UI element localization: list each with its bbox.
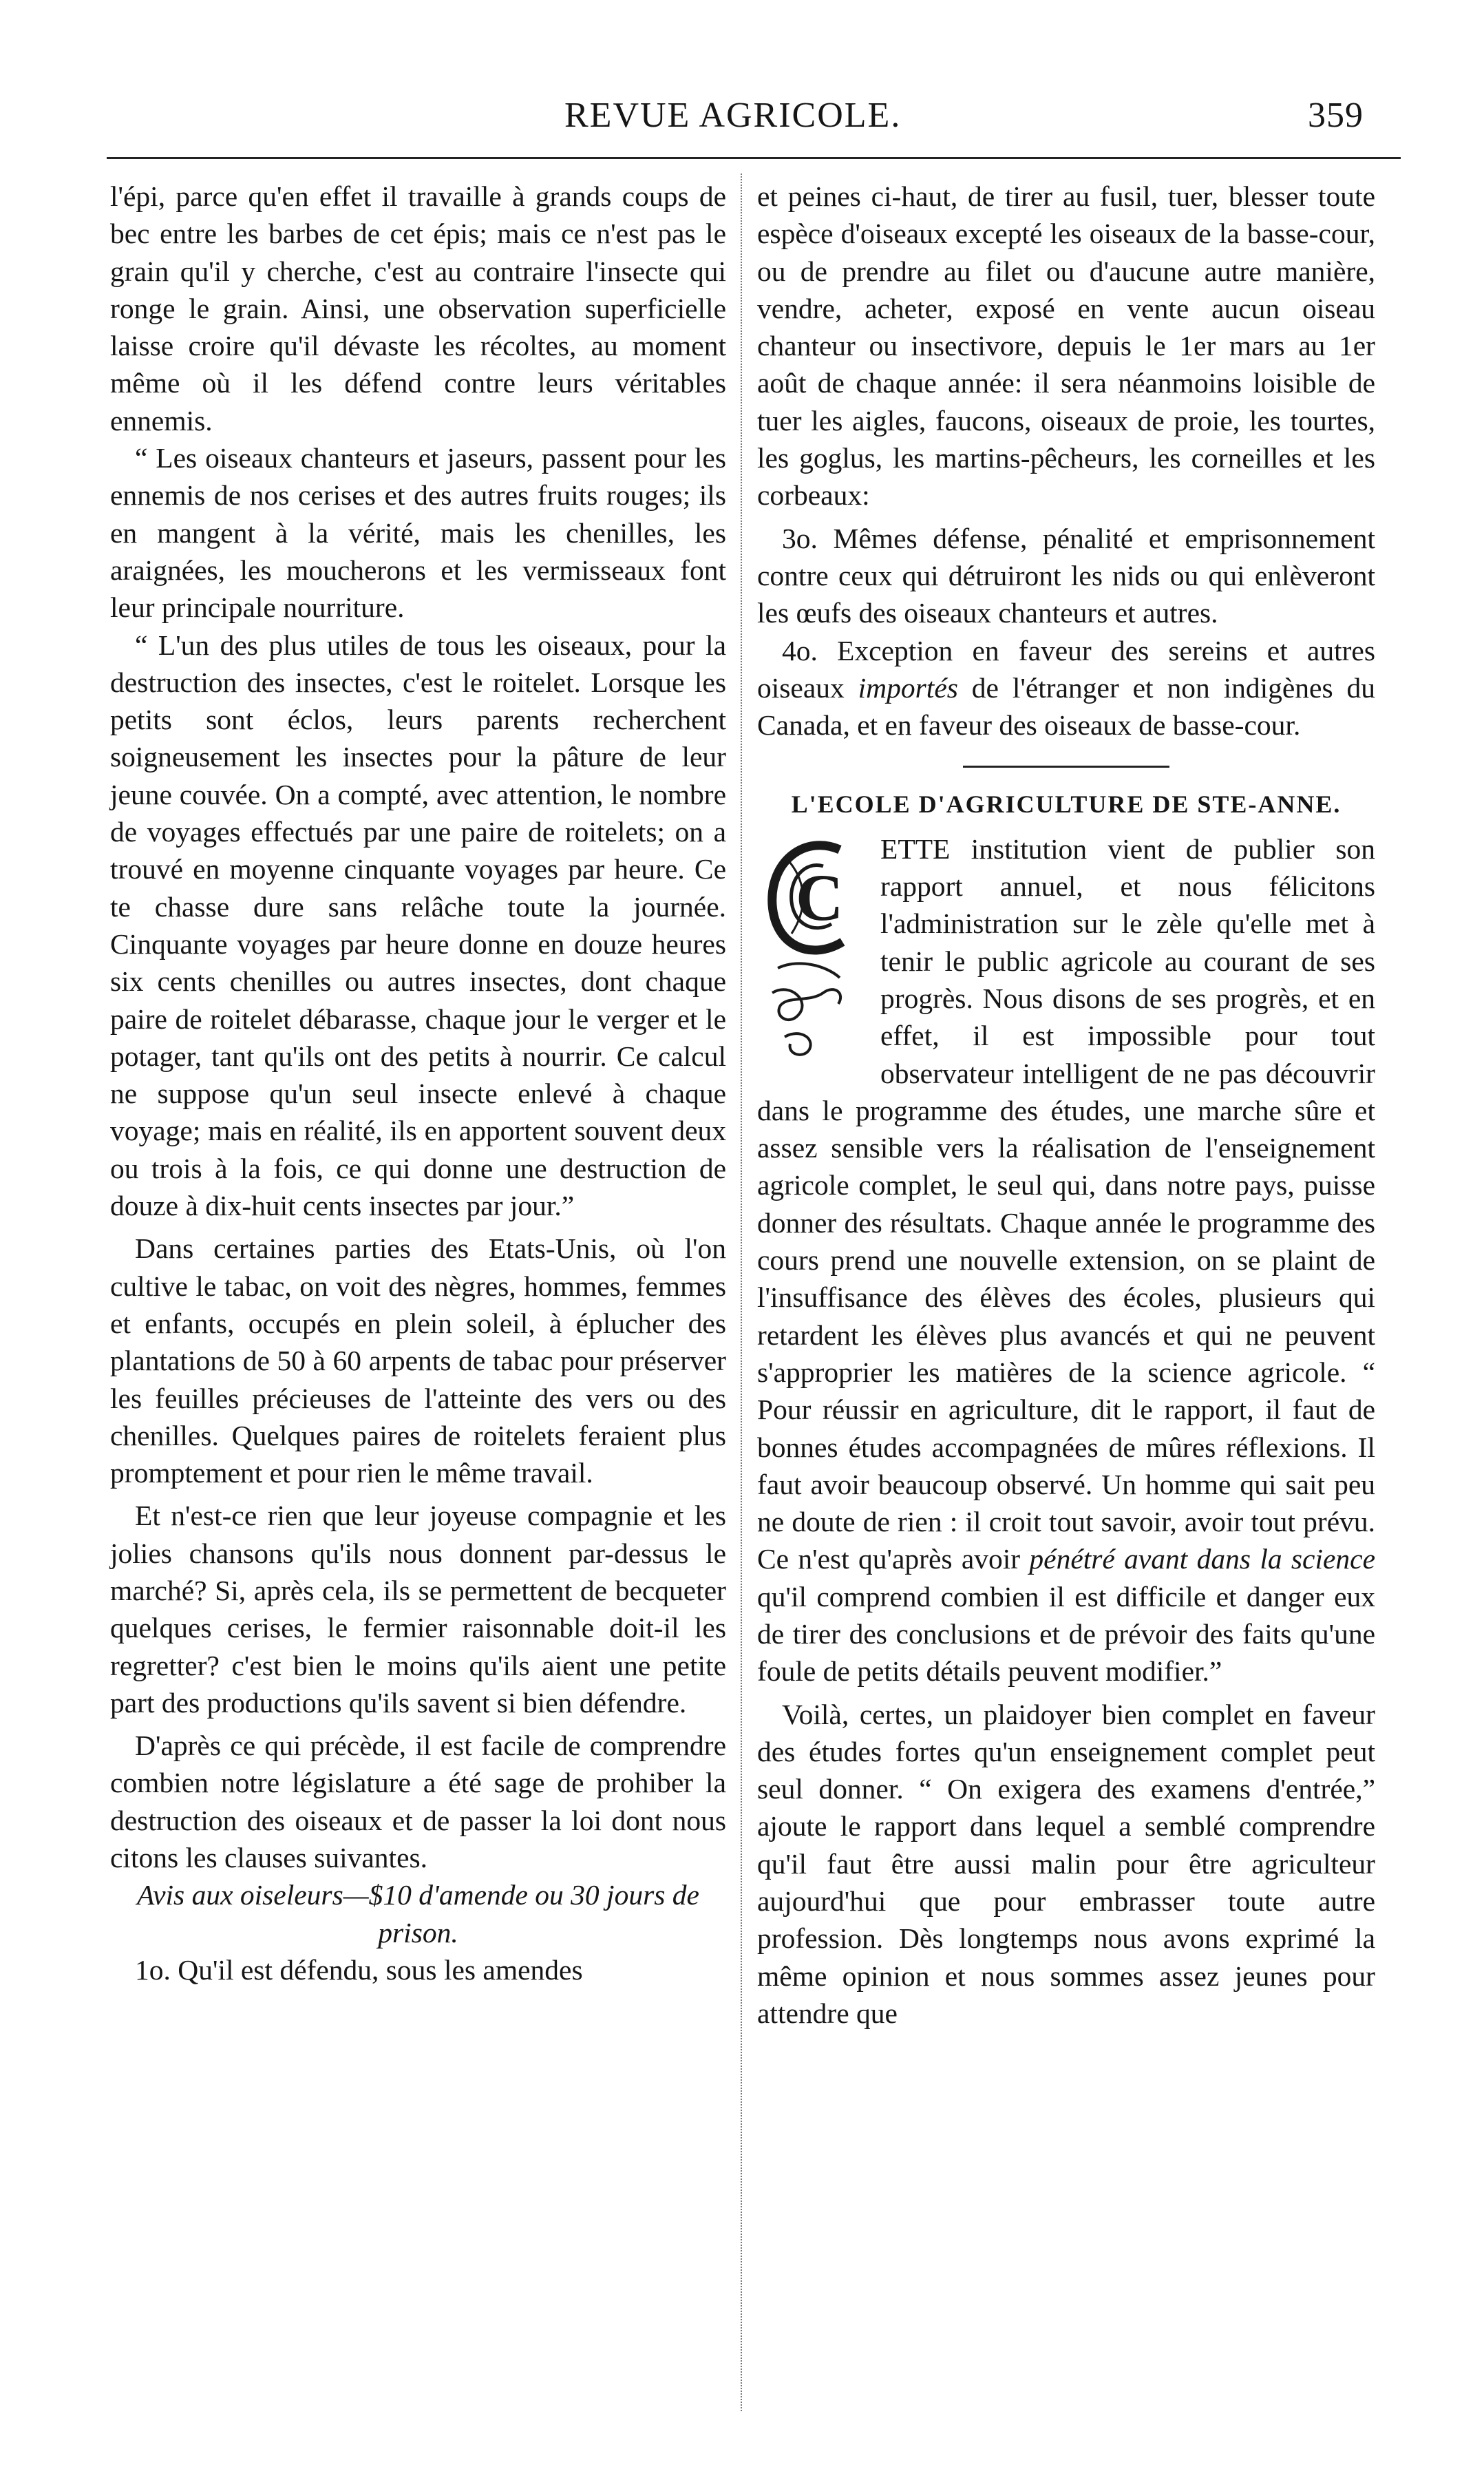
section-p1-end: qu'il comprend combien il est difficile et danger eux de tirer des conclusions et de prévoir des faits qu'une foule de petits détails peuvent modifier.” bbox=[757, 1580, 1375, 1688]
dropcap-ornament bbox=[757, 830, 871, 1068]
page-number: 359 bbox=[1308, 96, 1364, 135]
paragraph: 3o. Mêmes défense, pénalité et emprisonnement contre ceux qui détruiront les nids ou qui enlèveront les œufs des oiseaux chanteurs et autres. bbox=[757, 522, 1375, 629]
column-divider bbox=[741, 174, 742, 2411]
dropcap-letter: C bbox=[796, 860, 844, 934]
section-paragraph-2: Voilà, certes, un plaidoyer bien complet en faveur des études fortes qu'un enseignement complet peut seul donner. “ On exigera des examens d'entrée,” ajoute le rapport dans lequel a semblé comprendre qu'il faut être aussi malin pour être agriculteur aujourd'hui que pour embrasser toute autre profession. Dès longtemps nous avons exprimé la même opinion et nous sommes assez jeunes pour attendre que bbox=[757, 1698, 1375, 2029]
clause-4-italic: importés bbox=[858, 671, 958, 704]
section-rule bbox=[963, 766, 1169, 768]
clause-1: 1o. Qu'il est défendu, sous les amendes bbox=[135, 1953, 583, 1986]
paragraph: “ Les oiseaux chanteurs et jaseurs, passent pour les ennemis de nos cerises et des autres fruits rouges; ils en mangent à la vérité, mais les chenilles, les araignées, les moucherons et les vermisseaux font leur principale nourriture. bbox=[110, 442, 726, 624]
section-p1-italic: pénétré avant dans la science bbox=[1029, 1543, 1375, 1575]
clause-4-end: de l'étranger et non indigènes du Canada, et en faveur des oiseaux de basse-cour. bbox=[757, 671, 1376, 742]
clause-4 bbox=[757, 632, 1375, 744]
section-p1-start: ETTE institution vient de publier son rapport annuel, et nous félicitons l'administration sur le zèle qu'elle met à tenir le public agricole au courant de ses progrès. Nous disons de ses progrès, et en effet, il est impossible pour tout observateur intelligent de ne pas découvrir dans le programme des études, une marche sûre et assez sensible vers la réalisation de l'enseignement agricole complet, le seul qui, dans notre pays, puisse donner des résultats. Chaque année le programme des cours prend une nouvelle extension, on se plaint de l'insuffisance des élèves des écoles, plusieurs qui retardent les élèves plus avancés et qui ne peuvent s'approprier les matières de la science agricole. “ Pour réussir en agriculture, dit le rapport, il faut de bonnes études accompagnées de mûres réflexions. Il faut avoir beaucoup observé. Un homme qui sait peu ne doute de rien : il croit tout savoir, avoir tout prévu. Ce n'est qu'après avoir bbox=[757, 832, 1375, 1575]
right-column bbox=[757, 178, 1375, 2032]
dropcap-c-icon bbox=[757, 830, 871, 1068]
paragraph: “ L'un des plus utiles de tous les oiseaux, pour la destruction des insectes, c'est le roitelet. Lorsque les petits sont éclos, leurs parents recherchent soigneusement les insectes pour la pâture de leur jeune couvée. On a compté, avec attention, le nombre de voyages effectués par une paire de roitelets; on a trouvé en moyenne cinquante voyages par heure. Ce te chasse dure sans relâche toute la journée. Cinquante voyages par heure donne en douze heures six cents chenilles ou autres insectes, dont chaque paire de roitelet débarasse, chaque jour le verger et le potager, tant qu'ils ont des petits à nourrir. Ce calcul ne suppose qu'un seul insecte enlevé à chaque voyage; mais en réalité, ils en apportent souvent deux ou trois à la fois, ce qui donne une destruction de douze à dix-huit cents insectes par jour.” bbox=[110, 629, 726, 1222]
header-rule bbox=[107, 157, 1401, 159]
clause-4-start: 4o. Exception en faveur des sereins et autres oiseaux bbox=[757, 634, 1375, 704]
paragraph: l'épi, parce qu'en effet il travaille à grands coups de bec entre les barbes de cet épis; mais ce n'est pas le grain qu'il y cherche, c'est au contraire l'insecte qui ronge le grain. Ainsi, une observation superficielle laisse croire qu'il dévaste les récoltes, au moment même où il les défend contre leurs véritables ennemis. bbox=[110, 180, 726, 437]
avis-title: Avis aux oiseleurs—$10 d'amende ou 30 jours de prison. bbox=[137, 1879, 699, 1949]
section-heading: L'ECOLE D'AGRICULTURE DE STE-ANNE. bbox=[791, 790, 1342, 819]
left-column bbox=[110, 178, 726, 1988]
paragraph: Et n'est-ce rien que leur joyeuse compagnie et les jolies chansons qu'ils nous donnent par-dessus le marché? Si, après cela, ils se permettent de becqueter quelques cerises, le fermier raisonnable doit-il les regretter? c'est bien le moins qu'ils aient une petite part des productions qu'ils savent si bien défendre. bbox=[110, 1500, 726, 1719]
paragraph: Dans certaines parties des Etats-Unis, où l'on cultive le tabac, on voit des nègres, hommes, femmes et enfants, occupés en plein soleil, à éplucher des plantations de 50 à 60 arpents de tabac pour préserver les feuilles précieuses de l'atteinte des vers ou des chenilles. Quelques paires de roitelets feraient plus promptement et pour rien le même travail. bbox=[110, 1232, 726, 1489]
paragraph: et peines ci-haut, de tirer au fusil, tuer, blesser toute espèce d'oiseaux excepté les oiseaux de la basse-cour, ou de prendre au filet ou d'aucune autre manière, vendre, acheter, exposé en vente aucun oiseau chanteur ou insectivore, depuis le 1er mars au 1er août de chaque année: il sera néanmoins loisible de tuer les aigles, faucons, oiseaux de proie, les tourtes, les goglus, les martins-pêcheurs, les corneilles et les corbeaux: bbox=[757, 180, 1375, 512]
paragraph: D'après ce qui précède, il est facile de comprendre combien notre législature a été sage de prohiber la destruction des oiseaux et de passer la loi dont nous citons les clauses suivantes. bbox=[110, 1730, 726, 1874]
running-title: REVUE AGRICOLE. bbox=[564, 96, 902, 135]
